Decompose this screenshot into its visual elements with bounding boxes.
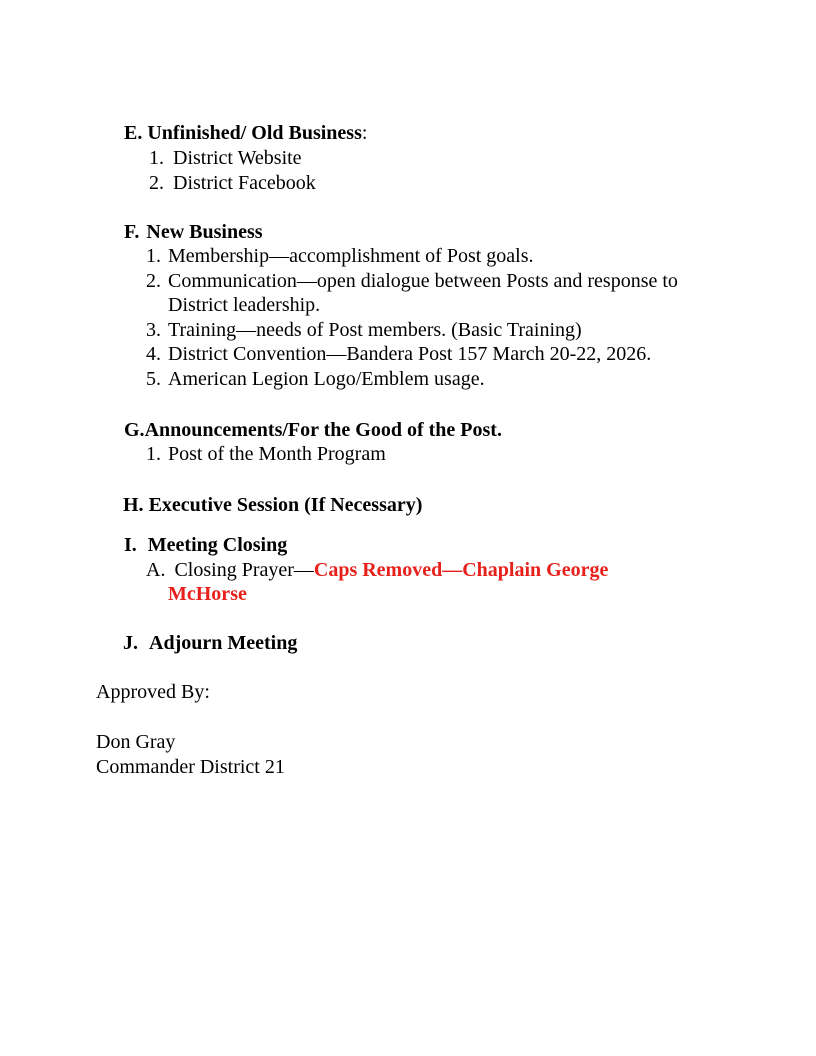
list-number: 2. bbox=[146, 270, 161, 292]
section-i-title: Meeting Closing bbox=[147, 534, 288, 556]
section-f-item-5 bbox=[146, 367, 485, 391]
section-j-heading bbox=[123, 631, 297, 655]
list-item-text: Post of the Month Program bbox=[168, 443, 386, 465]
list-number: 3. bbox=[146, 319, 161, 341]
section-e-item-1 bbox=[149, 146, 302, 170]
section-e-letter: E. bbox=[124, 122, 143, 144]
list-item-text: Training—needs of Post members. (Basic Training) bbox=[168, 319, 582, 341]
section-e-heading bbox=[124, 121, 367, 145]
section-f-item-2-continuation: District leadership. bbox=[168, 294, 321, 316]
section-f-title: New Business bbox=[146, 221, 263, 243]
section-e-suffix: : bbox=[361, 122, 368, 144]
highlight-text: Caps Removed—Chaplain George bbox=[313, 559, 609, 581]
approver-role: Commander District 21 bbox=[96, 756, 285, 778]
list-item-text: Closing Prayer— bbox=[174, 559, 314, 581]
section-i-heading bbox=[124, 533, 287, 557]
section-i-item-a bbox=[146, 558, 608, 582]
section-g-heading bbox=[124, 418, 502, 442]
list-number: 1. bbox=[146, 443, 161, 465]
section-f-letter: F. bbox=[124, 221, 140, 243]
section-g-item-1 bbox=[146, 442, 386, 466]
list-number: 2. bbox=[149, 172, 164, 194]
section-f-heading bbox=[124, 220, 263, 244]
section-i-item-a-continuation: McHorse bbox=[168, 583, 247, 605]
section-g-title: Announcements/For the Good of the Post. bbox=[144, 419, 502, 441]
list-item-text: Communication—open dialogue between Posts and response to bbox=[168, 270, 678, 292]
section-e-item-2 bbox=[149, 171, 316, 195]
list-number: 4. bbox=[146, 343, 161, 365]
section-g-letter: G. bbox=[124, 419, 145, 441]
list-number: 1. bbox=[146, 245, 161, 267]
section-f-item-3 bbox=[146, 318, 582, 342]
list-number: 1. bbox=[149, 147, 164, 169]
section-f-item-2 bbox=[146, 269, 678, 293]
list-number: 5. bbox=[146, 368, 161, 390]
section-i-letter: I. bbox=[124, 534, 137, 556]
list-item-text: American Legion Logo/Emblem usage. bbox=[168, 368, 485, 390]
section-j-title: Adjourn Meeting bbox=[149, 632, 298, 654]
section-h-title: Executive Session (If Necessary) bbox=[148, 494, 423, 516]
list-item-text: Membership—accomplishment of Post goals. bbox=[168, 245, 534, 267]
list-item-text: District Facebook bbox=[173, 172, 316, 194]
section-f-item-4 bbox=[146, 342, 651, 366]
section-h-heading bbox=[123, 493, 422, 517]
section-j-letter: J. bbox=[123, 632, 138, 654]
section-e-title: Unfinished/ Old Business bbox=[147, 122, 362, 144]
section-h-letter: H. bbox=[123, 494, 144, 516]
approver-name: Don Gray bbox=[96, 731, 176, 753]
section-f-item-1 bbox=[146, 244, 534, 268]
approved-by-label: Approved By: bbox=[96, 681, 210, 703]
list-letter: A. bbox=[146, 559, 166, 581]
list-item-text: District Website bbox=[173, 147, 302, 169]
list-item-text: District Convention—Bandera Post 157 March 20-22, 2026. bbox=[168, 343, 652, 365]
